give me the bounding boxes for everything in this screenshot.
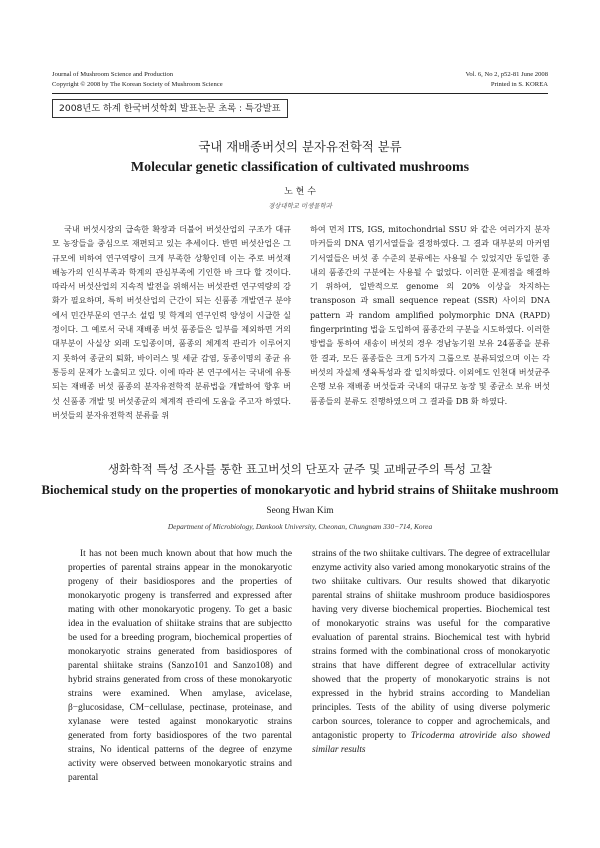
copyright-line: Copyright © 2008 by The Korean Society of Mushroom Science [52,81,223,88]
article1-author: 노 현 수 [284,187,316,197]
header-rule [52,93,548,94]
session-box: 2008년도 하계 한국버섯학회 발표논문 초록 : 특강발표 [52,99,288,118]
article2-text-left: It has not been much known about that how much the properties of parental strains appear in the monokaryotic progeny of their basidiospores and the properties of monokaryotic progeny is transferred and expressed after mating with other monokaryotic progeny. To get a basic idea in the evaluation of shiitake strains that are subjectto be used for a breeding program, biochemical properties of monokaryotic strains generated from basidiospores of parental shiitake strains (Sanzo101 and Sanzo108) and hybrid strains generated from cross of these monokaryotic strains were examined. When amylase, avicelase, β−glucosidase, CM−cellulase, pectinase, proteinase, and xylanase were tested against monokaryotic strains generated from forty basidiospores of the two parental strains, No identical patterns of the degree of enzyme activity were observed between monokaryotic strains and parental [68,549,292,783]
article1-column-left [52,222,291,422]
article1-title-kr: 국내 재배종버섯의 분자유전학적 분류 [198,139,402,154]
article2-title-en: Biochemical study on the properties of monokaryotic and hybrid strains of Shiitake mushroom [41,483,559,497]
article2-text-right [312,547,550,757]
article1-affiliation: 경상대학교 미생물학과 [268,202,332,210]
article2-column-right [312,547,550,757]
article1-text-left: 국내 버섯시장의 급속한 확장과 더불어 버섯산업의 구조가 대규모 농장들을 중심으로 재편되고 있는 추세이다. 반면 버섯산업은 그 규모에 비하여 연구역량이 크게 부족한 상황인데 이는 주로 버섯재배농가의 인식부족과 학계의 관심부족에 기인한 바 크다 할 것이다. 따라서 버섯산업의 지속적 발전을 위해서는 버섯관련 연구역량의 강화가 필요하며, 특히 버섯산업의 근간이 되는 신품종 개발연구 분야에서 민간부문의 연구소 설립 및 학계의 연구인력 양성이 시급한 실정이다. 그 예로서 국내 재배종 버섯 품종들은 일부를 제외하면 거의 대부분이 사실상 외래 도입종이며, 품종의 체계적 관리가 이루어지지 못하여 종균의 퇴화, 바이러스 및 세균 감염, 동종이명의 종균 유통등의 문제가 노출되고 있다. 이에 따라 본 연구에서는 국내에 유통되는 재배종 버섯 품종의 분자유전학적 분류법을 개발하여 향후 버섯 신품종 개발 및 버섯종균의 체계적 관리에 도움을 주고자 하였다. 버섯들의 분자유전학적 분류를 위 [52,224,291,420]
article2-text-right-italic: Tricoderma atroviride also showed similar results [312,731,551,755]
article2-affiliation: Department of Microbiology, Dankook University, Cheonan, Chungnam 330−714, Korea [167,522,433,531]
header-left [52,70,223,90]
article2-author: Seong Hwan Kim [266,506,334,516]
article1-column-right [310,222,550,408]
header-right [466,70,548,90]
article1-text-right: 하여 먼저 ITS, IGS, mitochondrial SSU 와 같은 여러가지 분자마커들의 DNA 염기서열들을 결정하였다. 그 결과 대부분의 마커염기서열들은 버섯 종 수준의 분류에는 사용될 수 있었지만 동일한 종 내의 품종간의 구분에는 사용될 수 없었다. 이러한 문제점을 해결하기 위하여, 일반적으로 genome 의 20% 이상을 차지하는 transposon 과 small sequence repeat (SSR) 사이의 DNA pattern 과 random amplified polymorphic DNA (RAPD) fingerprinting 법을 도입하여 품종간의 구분을 시도하였다. 이러한 방법을 통하여 새송이 버섯의 경우 경남농기원 보유 24품종을 분류한 결과, 모든 품종들은 크게 5가지 그룹으로 분류되었으며 이는 각 버섯의 자실체 생육특성과 잘 일치하였다. 이외에도 인천대 버섯균주은행 보유 재배종 버섯들과 국내의 대규모 농장 및 종균소 보유 버섯 품종들의 분류도 진행하였으며 그 결과를 DB 화 하였다. [310,224,550,406]
printed-line: Printed in S. KOREA [490,81,548,88]
article2-text-right-main: strains of the two shiitake cultivars. The degree of extracellular enzyme activity also varied among monokaryotic strains of the two shiitake cultivars. Our results showed that dikaryotic parental strains of shiitake mushroom produce basidiospores having very diverse biochemical properties. Biochemical test of monokaryotic strains was useful for the comparative evaluation of parental strains. Biochemical test with hybrid strains formed with the combinational cross of monokaryotic strains that have different degree of extracellular activity showed that the property of monokaryotic strains is not expressed in the hybrid strains according to Mandelian principles. Tests of the ability of using diverse polymeric carbon sources, tolerance to copper and agrochemicals, and antagonistic property to [312,549,550,741]
article2-title-kr: 생화학적 특성 조사를 통한 표고버섯의 단포자 균주 및 교배균주의 특성 고찰 [107,462,493,476]
volume-line: Vol. 6, No 2, p52-81 June 2008 [465,71,548,78]
journal-name: Journal of Mushroom Science and Production [52,71,174,78]
article1-title-en: Molecular genetic classification of cultivated mushrooms [130,160,470,175]
article2-column-left [68,547,292,785]
